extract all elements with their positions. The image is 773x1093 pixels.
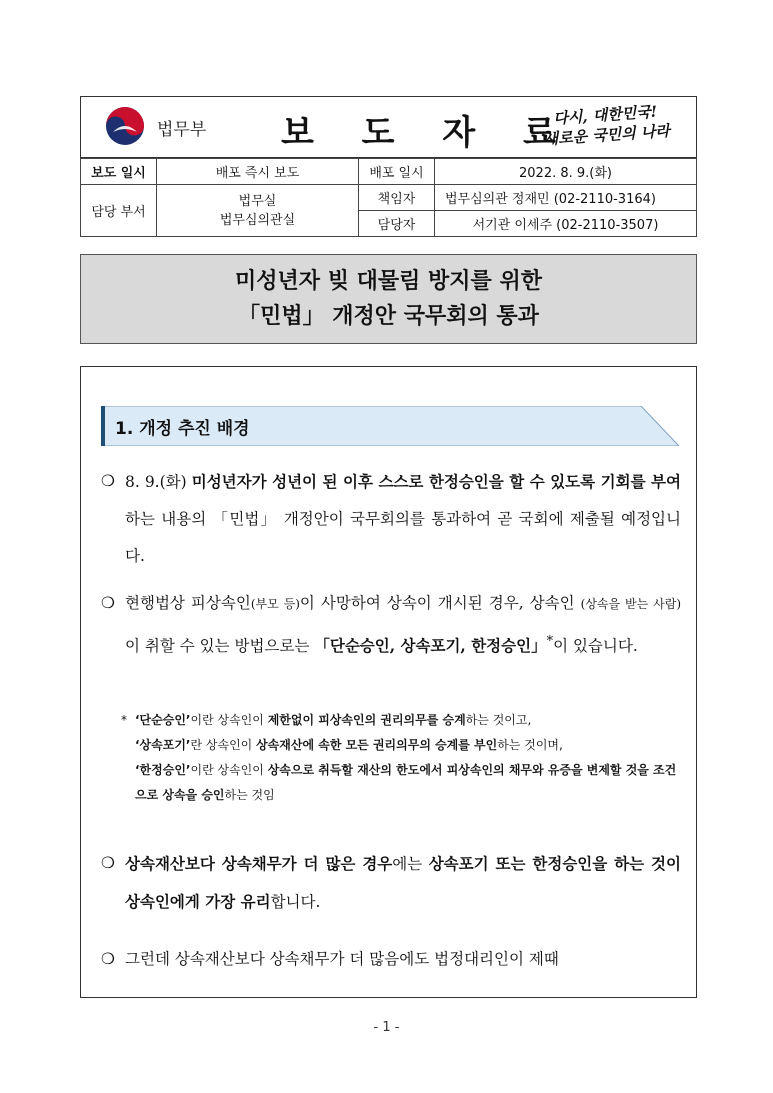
footnote-part: 이란 상속인이 xyxy=(190,713,268,727)
bullet-text xyxy=(101,845,681,921)
department-line-1: 법무실 xyxy=(238,193,277,209)
bullet-emphasis: 미성년자가 성년이 된 이후 스스로 한정승인을 할 수 있도록 기회를 부여 xyxy=(191,472,681,491)
department-value xyxy=(157,185,359,237)
bullet-part: 이 취할 수 있는 방법으로는 xyxy=(125,637,315,656)
release-date-value: 2022. 8. 9.(화) xyxy=(435,159,697,185)
bullet-circle-icon: ❍ xyxy=(101,854,115,872)
release-info-table xyxy=(80,158,697,237)
bullet-part: 합니다. xyxy=(270,893,321,911)
bullet-small-note: (상속을 받는 사람) xyxy=(580,597,681,611)
bullet-part: 에는 xyxy=(392,855,429,873)
footnote-emphasis: 상속재산에 속한 모든 권리의무의 승계를 부인 xyxy=(256,738,498,752)
bullet-part: 이 사망하여 상속이 개시된 경우, 상속인 xyxy=(299,594,581,612)
term-renunciation: ‘상속포기’ xyxy=(135,738,191,752)
release-date-label: 배포 일시 xyxy=(359,159,435,185)
bullet-item-3 xyxy=(101,845,681,921)
page-number: - 1 - xyxy=(373,1020,400,1035)
bullet-text xyxy=(101,463,681,575)
content-box xyxy=(80,366,697,998)
bullet-small-note: (부모 등) xyxy=(250,597,300,611)
document-type-title: 보 도 자 료 xyxy=(281,113,574,153)
footnote-part: 하는 것이고, xyxy=(465,713,532,727)
headline-box xyxy=(80,254,697,344)
bullet-part: 현행법상 피상속인 xyxy=(125,594,251,612)
footnote-part: 란 상속인이 xyxy=(190,738,257,752)
bullet-circle-icon: ❍ xyxy=(101,594,115,612)
bullet-circle-icon: ❍ xyxy=(101,950,115,968)
government-slogan xyxy=(535,100,677,150)
bullet-text: 그런데 상속재산보다 상속채무가 더 많음에도 법정대리인이 제때 xyxy=(125,950,559,968)
bullet-item-1 xyxy=(101,463,681,575)
bullet-date: 8. 9.(화) xyxy=(125,473,192,491)
slogan-line-2: 새로운 국민의 나라 xyxy=(543,121,671,149)
bullet-circle-icon: ❍ xyxy=(101,472,115,490)
bullet-item-4 xyxy=(101,941,681,978)
table-row xyxy=(81,185,697,211)
section-title: 1. 개정 추진 배경 xyxy=(115,419,250,439)
term-simple-acceptance: ‘단순승인’ xyxy=(135,713,191,727)
press-release-header xyxy=(80,96,697,158)
table-row xyxy=(81,159,697,185)
ministry-name: 법무부 xyxy=(157,120,207,140)
manager-value: 법무심의관 정재민 (02-2110-3164) xyxy=(435,185,697,211)
footnote-text xyxy=(121,708,681,808)
footnote-marker: * xyxy=(546,634,554,649)
department-label: 담당 부서 xyxy=(81,185,157,237)
headline-line-2: 「민법」 개정안 국무회의 통과 xyxy=(238,304,539,329)
manager-label: 책임자 xyxy=(359,185,435,211)
report-time-label: 보도 일시 xyxy=(81,159,157,185)
footnote-part: 하는 것임 xyxy=(224,788,275,802)
staff-value: 서기관 이세주 (02-2110-3507) xyxy=(435,211,697,237)
section-header xyxy=(101,406,679,446)
headline-line-1: 미성년자 빚 대물림 방지를 위한 xyxy=(235,269,542,294)
bullet-text xyxy=(101,585,681,665)
term-limited-acceptance: ‘한정승인’ xyxy=(135,763,191,777)
footnote-emphasis: 제한없이 피상속인의 권리의무를 승계 xyxy=(267,713,466,727)
bullet-emphasis: 상속재산보다 상속채무가 더 많은 경우 xyxy=(125,854,393,873)
footnote-emphasis: 상속으로 취득할 재산의 한도에서 피상속인의 채무와 유증을 변제할 것을 조건으로 상속을 승인 xyxy=(135,763,677,802)
footnote xyxy=(121,708,681,808)
ministry-logo-icon xyxy=(105,106,145,146)
slogan-line-1: 다시, 대한민국! xyxy=(552,102,658,128)
bullet-item-2 xyxy=(101,585,681,665)
bullet-emphasis: 상속포기 또는 한정승인을 하는 것이 상속인에게 가장 유리 xyxy=(125,854,681,911)
bullet-part: 이 있습니다. xyxy=(553,637,638,656)
footnote-star: * xyxy=(121,713,127,727)
footnote-part: 이란 상속인이 xyxy=(190,763,268,777)
staff-label: 담당자 xyxy=(359,211,435,237)
report-time-value: 배포 즉시 보도 xyxy=(157,159,359,185)
bullet-rest: 하는 내용의 「민법」 개정안이 국무회의를 통과하여 곧 국회에 제출될 예정입니다. xyxy=(125,510,681,565)
footnote-part: 하는 것이며, xyxy=(497,738,563,752)
bullet-emphasis: 「단순승인, 상속포기, 한정승인」 xyxy=(314,636,547,656)
department-line-2: 법무심의관실 xyxy=(219,212,296,228)
